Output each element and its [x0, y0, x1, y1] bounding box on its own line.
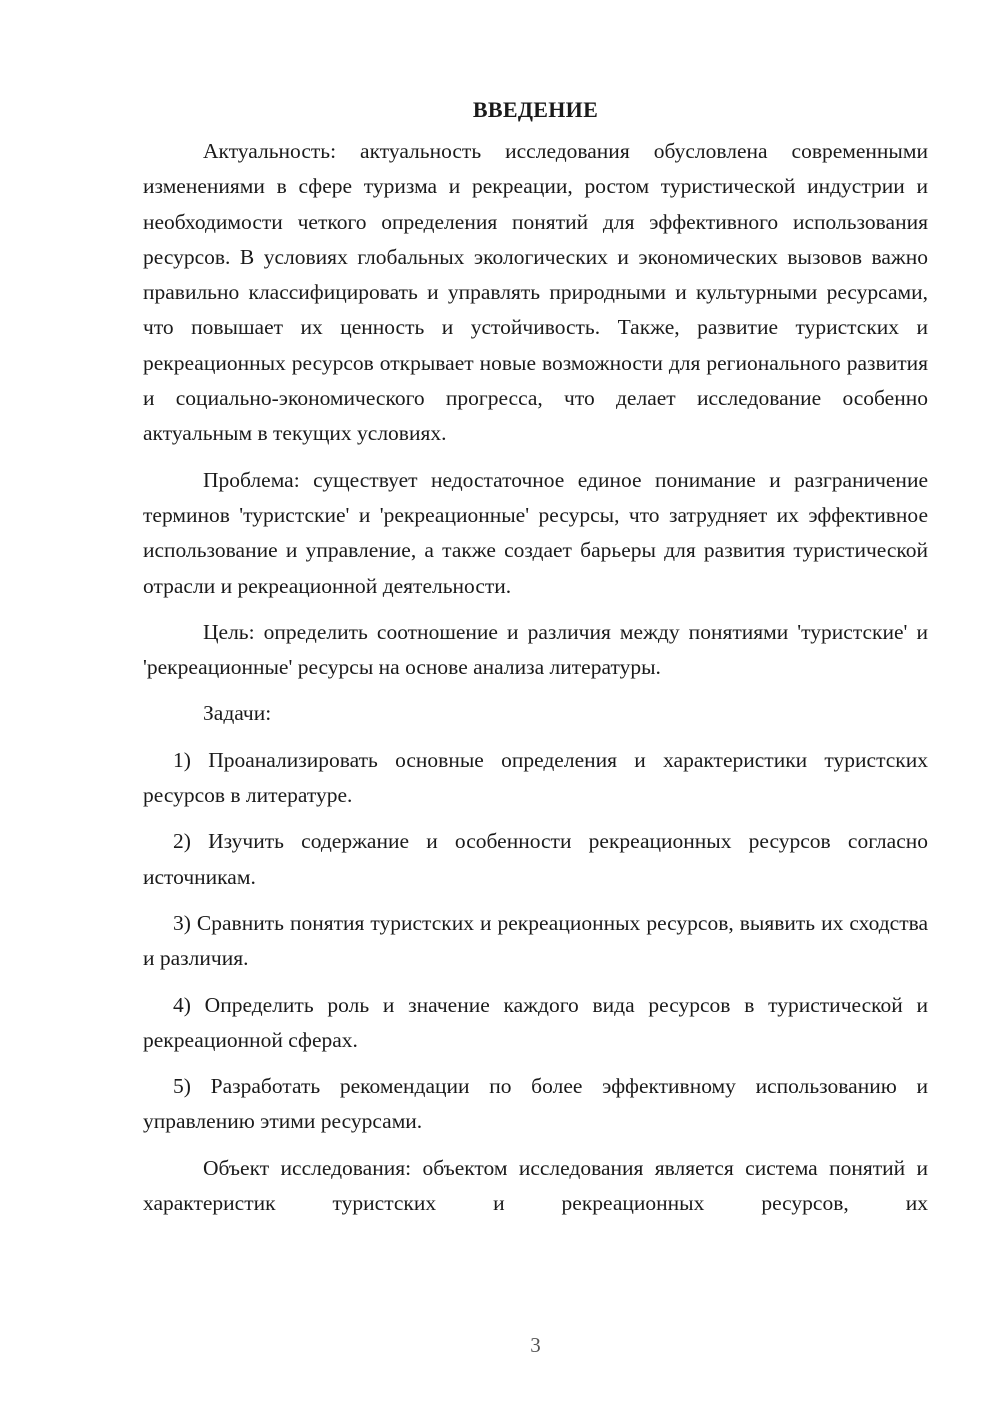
paragraph-object: Объект исследования: объектом исследования является система понятий и характеристик туристских и рекреационных ресурсов, их: [143, 1155, 928, 1216]
task-item-1: 1) Проанализировать основные определения и характеристики туристских ресурсов в литературе.: [143, 747, 928, 808]
task-item-3: 3) Сравнить понятия туристских и рекреационных ресурсов, выявить их сходства и различия.: [143, 910, 928, 971]
task-item-4: 4) Определить роль и значение каждого вида ресурсов в туристической и рекреационной сферах.: [143, 992, 928, 1052]
tasks-label: Задачи:: [203, 701, 272, 726]
paragraph-relevance: Актуальность: актуальность исследования обусловлена современными изменениями в сфере туризма и рекреации, ростом туристической индустрии и необходимости четкого определения понятий для эффективного использования ресурсов. В условиях глобальных экологических и экономических вызовов важно правильно классифицировать и управлять природными и культурными ресурсами, что повышает их ценность и устойчивость. Также, развитие туристских и рекреационных ресурсов открывает новые возможности для регионального развития и социально-экономического прогресса, что делает исследование особенно актуальным в текущих условиях.: [143, 139, 928, 446]
task-item-2: 2) Изучить содержание и особенности рекреационных ресурсов согласно источникам.: [143, 829, 928, 889]
section-title: ВВЕДЕНИЕ: [472, 97, 599, 122]
document-page: [143, 88, 928, 1221]
task-item-5: 5) Разработать рекомендации по более эффективному использованию и управлению этими ресурсами.: [143, 1074, 928, 1134]
paragraph-problem: Проблема: существует недостаточное единое понимание и разграничение терминов 'туристские' и 'рекреационные' ресурсы, что затрудняет их эффективное использование и управление, а также создает барьеры для развития туристической отрасли и рекреационной деятельности.: [143, 467, 928, 598]
page-number: 3: [530, 1333, 541, 1357]
paragraph-goal: Цель: определить соотношение и различия между понятиями 'туристские' и 'рекреационные' ресурсы на основе анализа литературы.: [143, 619, 928, 680]
